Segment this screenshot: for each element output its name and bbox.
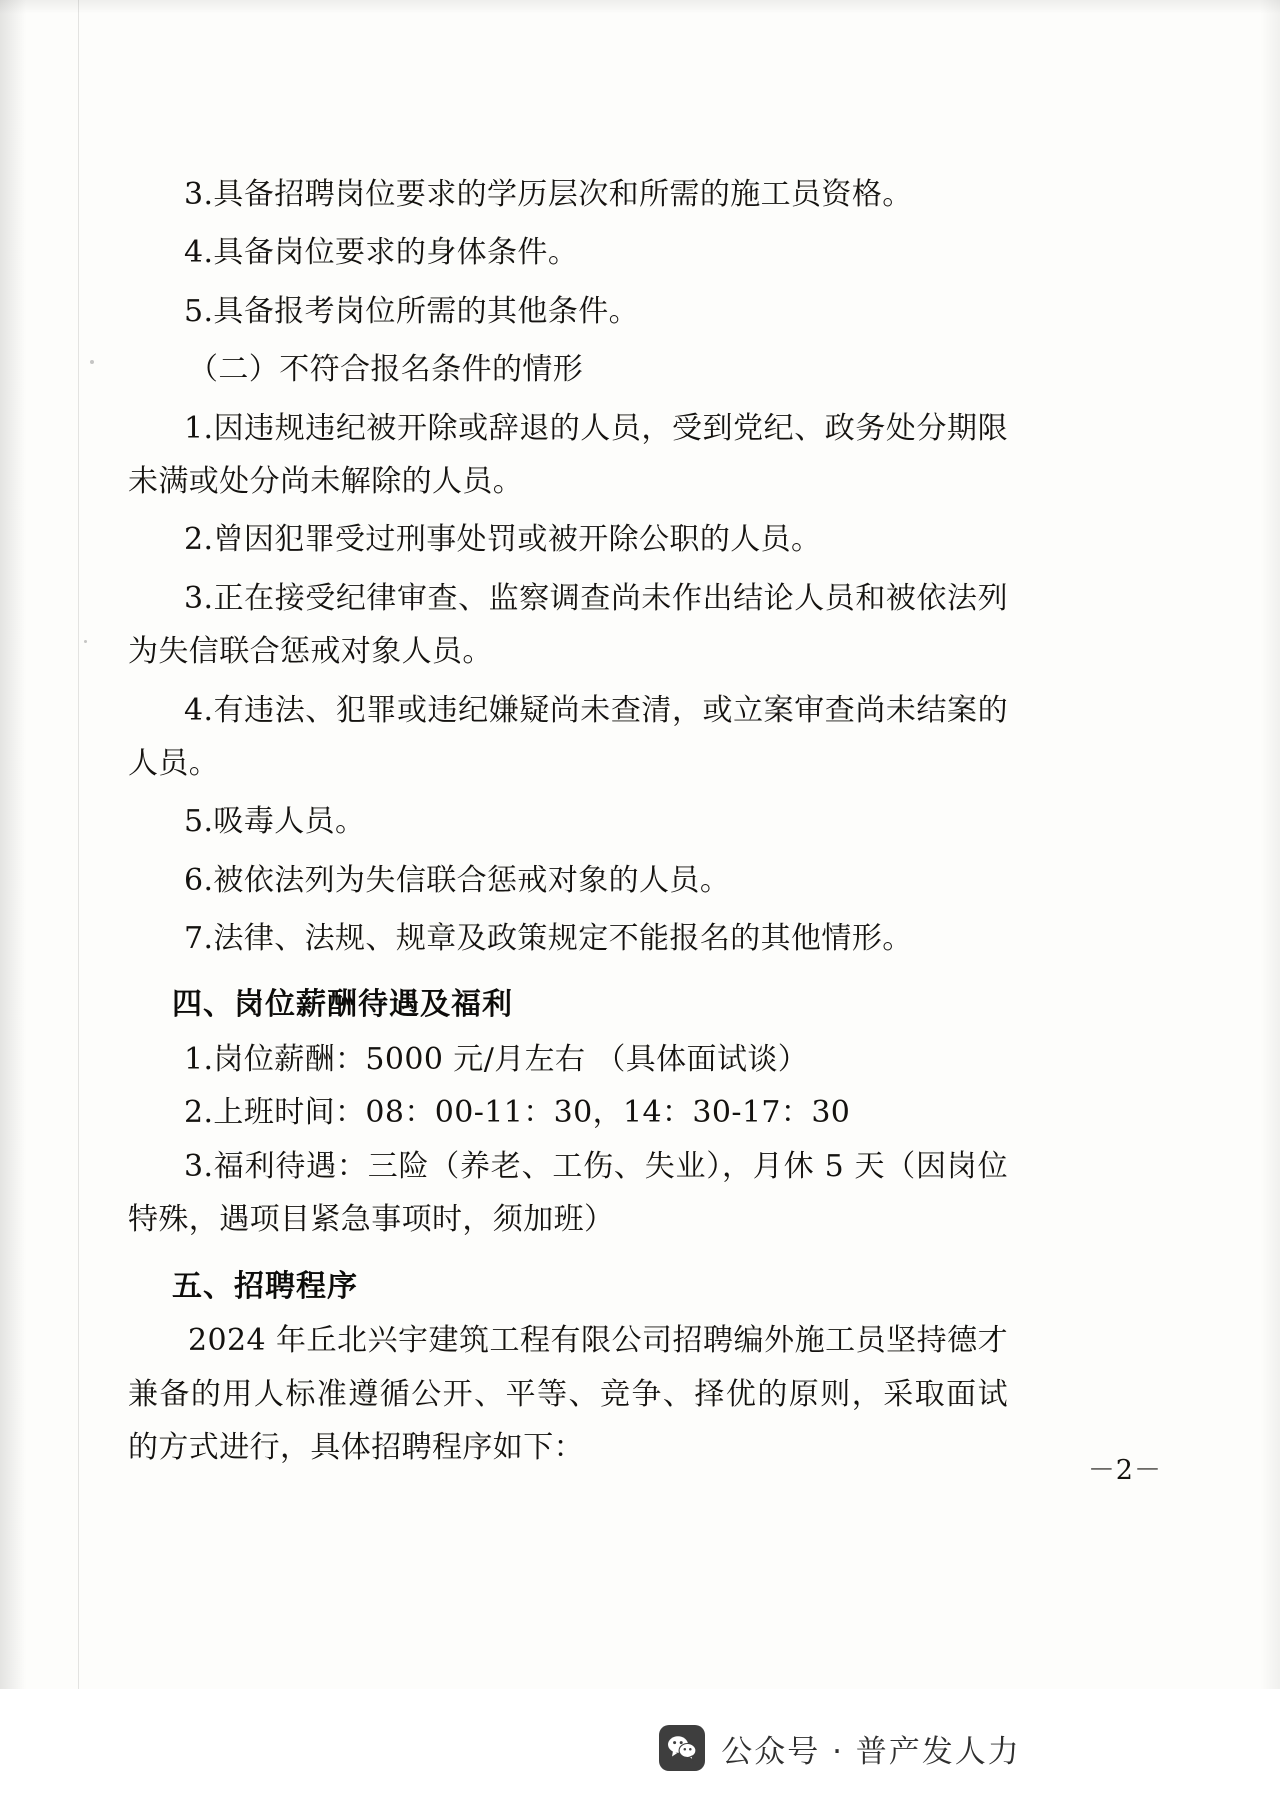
salary-item-1: 1.岗位薪酬：5000 元/月左右 （具体面试谈）	[184, 1042, 809, 1078]
scan-shadow-right	[1260, 0, 1280, 1807]
wechat-icon	[659, 1725, 705, 1771]
section-five-heading: 五、招聘程序	[172, 1268, 358, 1304]
qualify-item-5: 5.具备报考岗位所需的其他条件。	[184, 293, 640, 329]
section-two-title: （二）不符合报名条件的情形	[188, 352, 584, 388]
document-body	[128, 168, 1008, 1479]
disqualify-item-2: 2.曾因犯罪受过刑事处罚或被开除公职的人员。	[184, 522, 822, 558]
scan-speck	[84, 640, 87, 643]
disqualify-item-4: 4.有违法、犯罪或违纪嫌疑尚未查清，或立案审查尚未结案的人员。	[128, 692, 1008, 781]
disqualify-item-1: 1.因违规违纪被开除或辞退的人员，受到党纪、政务处分期限未满或处分尚未解除的人员。	[128, 410, 1008, 499]
disqualify-item-3: 3.正在接受纪律审查、监察调查尚未作出结论人员和被依法列为失信联合惩戒对象人员。	[128, 580, 1008, 670]
section-four-heading: 四、岗位薪酬待遇及福利	[172, 987, 513, 1023]
disqualify-item-6: 6.被依法列为失信联合惩戒对象的人员。	[184, 862, 731, 898]
procedure-paragraph: 2024 年丘北兴宇建筑工程有限公司招聘编外施工员坚持德才兼备的用人标准遵循公开、平等、竞争、择优的原则，采取面试的方式进行，具体招聘程序如下：	[128, 1323, 1008, 1465]
salary-item-3: 3.福利待遇：三险（养老、工伤、失业），月休 5 天（因岗位特殊，遇项目紧急事项时，须加班）	[128, 1148, 1008, 1238]
watermark-text: 公众号 · 普产发人力	[721, 1733, 1021, 1770]
salary-item-2: 2.上班时间：08：00-11：30，14：30-17：30	[184, 1095, 851, 1131]
qualify-item-3: 3.具备招聘岗位要求的学历层次和所需的施工员资格。	[184, 177, 913, 212]
scan-shadow-top	[0, 0, 1280, 14]
qualify-item-4: 4.具备岗位要求的身体条件。	[184, 235, 579, 271]
page-fold-line	[78, 0, 79, 1807]
page-number: －2－	[1087, 1455, 1162, 1486]
disqualify-item-5: 5.吸毒人员。	[184, 804, 366, 840]
watermark-bar	[0, 1689, 1280, 1807]
disqualify-item-7: 7.法律、法规、规章及政策规定不能报名的其他情形。	[184, 921, 913, 957]
scan-speck	[90, 360, 94, 364]
scan-shadow-left	[0, 0, 26, 1807]
